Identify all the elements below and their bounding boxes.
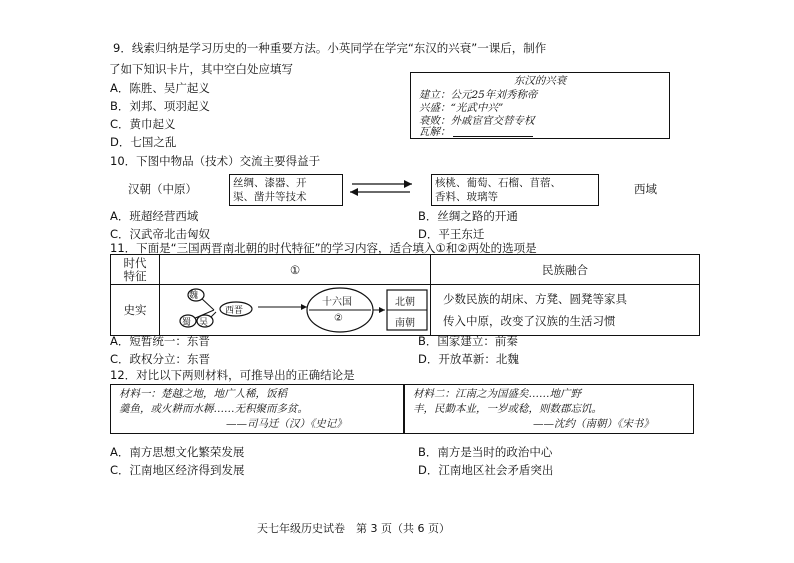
han-goods-line2: 渠、凿井等技术 — [233, 191, 307, 203]
q9-stem-line2: 了如下知识卡片，其中空白处应填写 — [109, 62, 293, 76]
material-1-line1: 材料一：楚越之地，地广人稀，饭稻 — [119, 388, 287, 400]
q10-western-goods-box — [431, 174, 599, 206]
material-1-line2: 羹鱼，或火耕而水耨……无积聚而多贫。 — [119, 403, 308, 415]
q11-col2-header: 民族融合 — [431, 255, 700, 285]
q9-option-b: B．刘邦、项羽起义 — [110, 99, 210, 113]
q10-option-b: B．丝绸之路的开通 — [418, 209, 518, 223]
page-footer: 天七年级历史试卷 第 3 页（共 6 页） — [257, 522, 450, 535]
q12-material-1 — [110, 384, 404, 434]
q11-fact-line2: 传入中原，改变了汉族的生活习惯 — [443, 314, 616, 328]
q12-material-2 — [404, 384, 694, 434]
card-line-decline: 衰败：外戚宦官交替专权 — [419, 115, 535, 127]
shiliuguo-node: 十六国 — [322, 297, 352, 308]
q11-stem: 11．下面是“三国两晋南北朝的时代特征”的学习内容，适合填入①和②两处的选项是 — [110, 241, 537, 255]
q9-stem-line1: 9．线索归纳是学习历史的一种重要方法。小英同学在学完“东汉的兴衰”一课后，制作 — [113, 41, 547, 55]
material-2-line1: 材料二：江南之为国盛矣……地广野 — [413, 388, 581, 400]
xijin-node: 西晋 — [225, 306, 244, 316]
q11-header-label-cell — [111, 255, 160, 285]
shu-node: 蜀 — [182, 318, 192, 328]
q11-option-b: B．国家建立：前秦 — [418, 334, 518, 348]
q11-option-c: C．政权分立：东晋 — [110, 352, 211, 366]
q10-option-c: C．汉武帝北击匈奴 — [110, 227, 211, 241]
q12-option-a: A．南方思想文化繁荣发展 — [110, 445, 245, 459]
material-2-source: ——沈约（南朝）《宋书》 — [533, 418, 654, 430]
q12-stem: 12．对比以下两则材料，可推导出的正确结论是 — [110, 368, 355, 382]
q10-label-han: 汉朝（中原） — [128, 182, 197, 196]
q9-option-d: D．七国之乱 — [110, 135, 177, 149]
wei-node: 魏 — [189, 291, 199, 301]
western-goods-line2: 香料、玻璃等 — [435, 191, 498, 203]
q10-label-xiyu: 西域 — [634, 182, 657, 196]
q12-option-c: C．江南地区经济得到发展 — [110, 463, 245, 477]
exchange-arrows-icon — [346, 178, 416, 198]
q11-header-label-line1: 时代 — [123, 255, 147, 270]
blank-2-node: ② — [334, 313, 343, 324]
q11-fact-cell — [431, 285, 700, 336]
q11-table — [110, 254, 700, 336]
beichao-node: 北朝 — [395, 297, 415, 308]
q12-option-b: B．南方是当时的政治中心 — [418, 445, 553, 459]
q9-option-c: C．黄巾起义 — [110, 117, 176, 131]
q11-header-label-line2: 特征 — [123, 268, 147, 283]
q10-option-d: D．平王东迁 — [418, 227, 485, 241]
card-line-prosperity: 兴盛：“光武中兴” — [419, 102, 504, 114]
q11-fact-line1: 少数民族的胡床、方凳、圆凳等家具 — [443, 292, 627, 306]
wu-node: 吴 — [199, 318, 209, 328]
card-line-collapse: 瓦解： — [419, 126, 451, 138]
q10-han-goods-box — [229, 174, 343, 206]
card-blank-line — [453, 136, 533, 137]
q10-option-a: A．班超经营西域 — [110, 209, 199, 223]
q11-option-d: D．开放革新：北魏 — [418, 352, 519, 366]
western-goods-line1: 核桃、葡萄、石榴、苜蓿、 — [435, 177, 561, 189]
nanchao-node: 南朝 — [395, 318, 415, 329]
q11-diagram-cell — [160, 285, 431, 336]
q11-row-label: 史实 — [111, 285, 160, 336]
material-1-source: ——司马迁（汉）《史记》 — [226, 418, 347, 430]
material-2-line2: 丰，民勤本业，一岁或稔，则数郡忘饥。 — [413, 403, 602, 415]
han-goods-line1: 丝绸、漆器、开 — [233, 177, 307, 189]
card-line-founding: 建立：公元25年刘秀称帝 — [419, 89, 538, 101]
card-title: 东汉的兴衰 — [513, 75, 567, 87]
q9-knowledge-card — [410, 72, 670, 139]
q10-stem: 10．下图中物品（技术）交流主要得益于 — [110, 154, 321, 168]
q11-option-a: A．短暂统一：东晋 — [110, 334, 210, 348]
q11-col1-header: ① — [160, 255, 431, 285]
q12-option-d: D．江南地区社会矛盾突出 — [418, 463, 554, 477]
q9-option-a: A．陈胜、吴广起义 — [110, 81, 210, 95]
